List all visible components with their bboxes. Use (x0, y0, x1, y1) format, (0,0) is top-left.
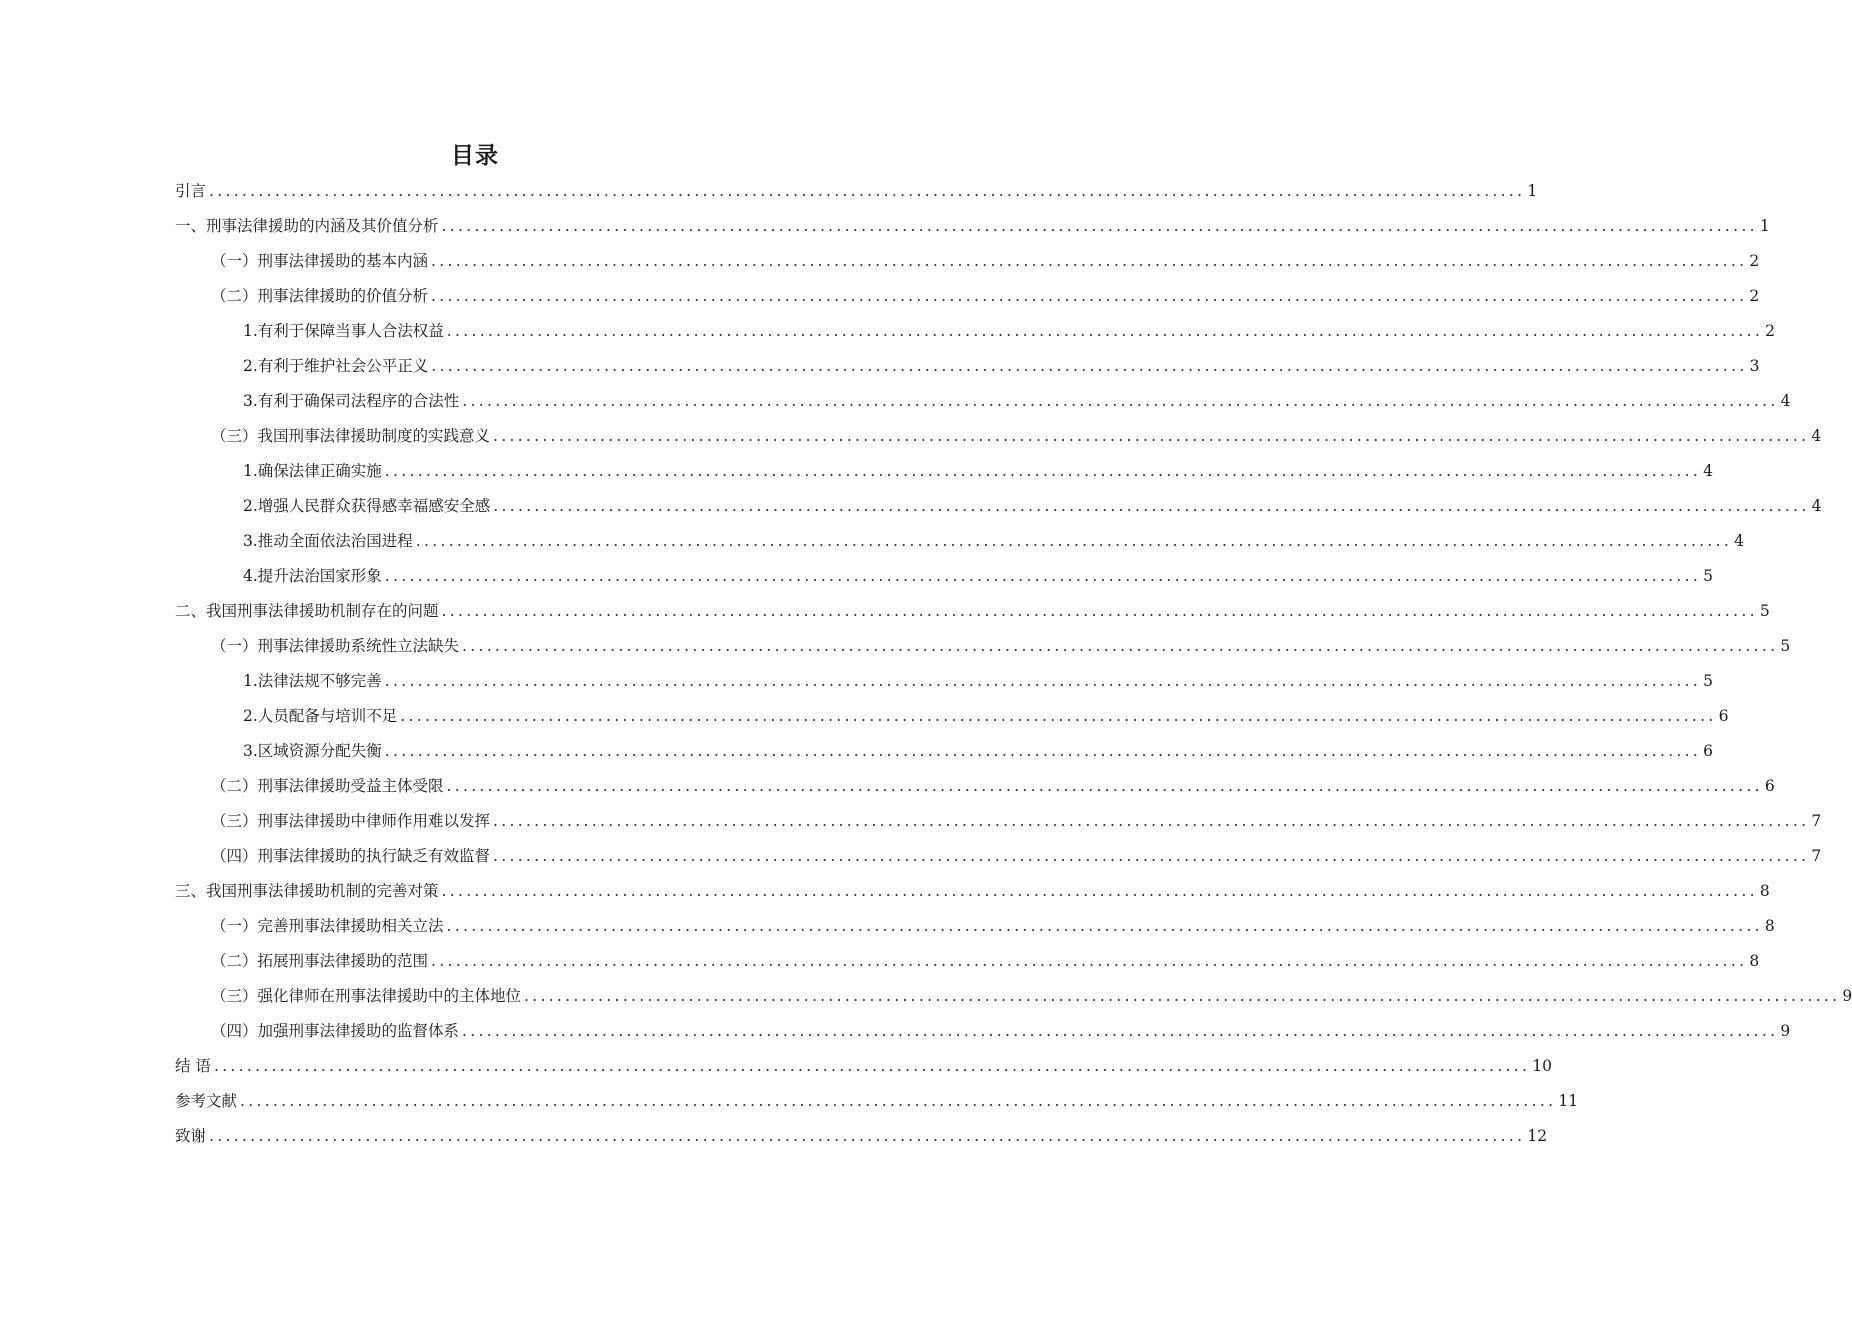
toc-page-number: 4 (1780, 392, 1791, 410)
toc-page-number: 5 (1759, 602, 1770, 620)
toc-page-number: 1 (1759, 217, 1770, 235)
toc-entry[interactable] (175, 664, 1713, 699)
toc-page-number: 4 (1734, 532, 1744, 550)
toc-page-number: 8 (1749, 952, 1760, 970)
toc-page-number: 8 (1759, 882, 1770, 900)
toc-dot-leader: ................................................................................................................................................................ (431, 952, 1748, 970)
toc-dot-leader: ................................................................................................................................................................ (209, 182, 1526, 200)
toc-entry-text: （三）刑事法律援助中律师作用难以发挥 (211, 812, 491, 830)
toc-dot-leader: ................................................................................................................................................................ (441, 217, 1758, 235)
toc-entry-text: （四）刑事法律援助的执行缺乏有效监督 (211, 847, 491, 865)
toc-dot-leader: ................................................................................................................................................................ (384, 567, 1702, 585)
toc-dot-leader: ................................................................................................................................................................ (493, 427, 1810, 445)
toc-dot-leader: ................................................................................................................................................................ (384, 742, 1702, 760)
toc-dot-leader: ................................................................................................................................................................ (493, 847, 1810, 865)
toc-dot-leader: ................................................................................................................................................................ (493, 812, 1810, 830)
toc-entry[interactable] (175, 524, 1744, 559)
toc-page-number: 5 (1780, 637, 1791, 655)
toc-entry-text: （二）刑事法律援助的价值分析 (211, 287, 429, 305)
toc-dot-leader: ................................................................................................................................................................ (462, 1022, 1779, 1040)
toc-entry-text: 结 语 (175, 1057, 211, 1075)
toc-entry[interactable] (175, 244, 1760, 279)
toc-entry[interactable] (175, 1084, 1579, 1119)
toc-dot-leader: ................................................................................................................................................................ (446, 777, 1763, 795)
toc-dot-leader: ................................................................................................................................................................ (462, 637, 1779, 655)
toc-entry-text: （三）我国刑事法律援助制度的实践意义 (211, 427, 491, 445)
toc-entry[interactable] (175, 174, 1538, 209)
toc-page-number: 4 (1703, 462, 1713, 480)
toc-entry-text: 3.区域资源分配失衡 (243, 742, 382, 760)
toc-entry[interactable] (175, 349, 1760, 384)
toc-entry[interactable] (175, 1119, 1548, 1154)
toc-page-number: 9 (1842, 987, 1852, 1005)
toc-page-number: 4 (1811, 497, 1822, 515)
toc-entry-text: （三）强化律师在刑事法律援助中的主体地位 (211, 987, 522, 1005)
toc-page-number: 11 (1558, 1092, 1579, 1110)
toc-dot-leader: ................................................................................................................................................................ (209, 1127, 1526, 1145)
toc-page-number: 7 (1811, 812, 1822, 830)
toc-dot-leader: ................................................................................................................................................................ (431, 357, 1748, 375)
toc-entry[interactable] (175, 979, 1852, 1014)
toc-dot-leader: ................................................................................................................................................................ (384, 462, 1702, 480)
toc-dot-leader: ................................................................................................................................................................ (431, 252, 1748, 270)
toc-dot-leader: ................................................................................................................................................................ (431, 287, 1748, 305)
toc-entry[interactable] (175, 804, 1822, 839)
toc-page-number: 1 (1527, 182, 1538, 200)
toc-entry-text: 3.有利于确保司法程序的合法性 (243, 392, 460, 410)
toc-page-number: 2 (1765, 322, 1775, 340)
toc-dot-leader: ................................................................................................................................................................ (446, 917, 1763, 935)
toc-entry[interactable] (175, 874, 1770, 909)
toc-dot-leader: ................................................................................................................................................................ (524, 987, 1841, 1005)
toc-entry[interactable] (175, 944, 1760, 979)
toc-page-number: 2 (1749, 287, 1760, 305)
toc-entry[interactable] (175, 209, 1770, 244)
toc-dot-leader: ................................................................................................................................................................ (213, 1057, 1531, 1075)
toc-entry-text: 参考文献 (175, 1092, 238, 1110)
toc-entry[interactable] (175, 629, 1791, 664)
toc-entry[interactable] (175, 734, 1713, 769)
toc-dot-leader: ................................................................................................................................................................ (415, 532, 1733, 550)
toc-entry-text: 三、我国刑事法律援助机制的完善对策 (175, 882, 439, 900)
toc-entry[interactable] (175, 419, 1822, 454)
toc-entry[interactable] (175, 699, 1729, 734)
toc-dot-leader: ................................................................................................................................................................ (441, 602, 1758, 620)
toc-page-number: 12 (1527, 1127, 1548, 1145)
toc-dot-leader: ................................................................................................................................................................ (441, 882, 1758, 900)
toc-entry[interactable] (175, 839, 1822, 874)
toc-entry-text: 2.人员配备与培训不足 (243, 707, 398, 725)
toc-dot-leader: ................................................................................................................................................................ (384, 672, 1702, 690)
toc-page-number: 8 (1764, 917, 1775, 935)
toc-entry[interactable] (175, 1014, 1791, 1049)
toc-entry-text: （一）刑事法律援助系统性立法缺失 (211, 637, 460, 655)
toc-page-number: 9 (1780, 1022, 1791, 1040)
toc-entry-text: 二、我国刑事法律援助机制存在的问题 (175, 602, 439, 620)
toc-dot-leader: ................................................................................................................................................................ (446, 322, 1764, 340)
toc-page-number: 7 (1811, 847, 1822, 865)
toc-entry[interactable] (175, 279, 1760, 314)
toc-dot-leader: ................................................................................................................................................................ (400, 707, 1717, 725)
toc-entry-text: （二）刑事法律援助受益主体受限 (211, 777, 444, 795)
toc-entry-text: 2.有利于维护社会公平正义 (243, 357, 429, 375)
toc-entry[interactable] (175, 559, 1713, 594)
toc-list (175, 174, 1852, 1154)
toc-entry[interactable] (175, 909, 1775, 944)
toc-page-number: 2 (1749, 252, 1760, 270)
toc-entry-text: 1.确保法律正确实施 (243, 462, 382, 480)
toc-entry-text: 4.提升法治国家形象 (243, 567, 382, 585)
toc-page-number: 6 (1703, 742, 1713, 760)
toc-page-number: 4 (1811, 427, 1822, 445)
toc-entry-text: （一）完善刑事法律援助相关立法 (211, 917, 444, 935)
toc-entry-text: 一、刑事法律援助的内涵及其价值分析 (175, 217, 439, 235)
toc-entry[interactable] (175, 769, 1775, 804)
toc-page-number: 10 (1532, 1057, 1552, 1075)
toc-entry-text: 2.增强人民群众获得感幸福感安全感 (243, 497, 491, 515)
toc-entry-text: （二）拓展刑事法律援助的范围 (211, 952, 429, 970)
toc-dot-leader: ................................................................................................................................................................ (493, 497, 1810, 515)
toc-page-number: 5 (1703, 567, 1713, 585)
toc-dot-leader: ................................................................................................................................................................ (240, 1092, 1557, 1110)
toc-entry-text: （四）加强刑事法律援助的监督体系 (211, 1022, 460, 1040)
toc-entry[interactable] (175, 489, 1822, 524)
toc-page-number: 5 (1703, 672, 1713, 690)
toc-entry[interactable] (175, 454, 1713, 489)
toc-entry-text: 1.法律法规不够完善 (243, 672, 382, 690)
toc-entry[interactable] (175, 594, 1770, 629)
toc-page-number: 6 (1764, 777, 1775, 795)
toc-entry-text: 3.推动全面依法治国进程 (243, 532, 413, 550)
toc-entry[interactable] (175, 384, 1791, 419)
toc-page-number: 3 (1749, 357, 1760, 375)
toc-entry-text: （一）刑事法律援助的基本内涵 (211, 252, 429, 270)
toc-entry-text: 引言 (175, 182, 207, 200)
toc-title: 目录 (451, 143, 499, 169)
toc-entry-text: 致谢 (175, 1127, 207, 1145)
toc-entry-text: 1.有利于保障当事人合法权益 (243, 322, 444, 340)
toc-dot-leader: ................................................................................................................................................................ (462, 392, 1779, 410)
toc-entry[interactable] (175, 314, 1775, 349)
toc-entry[interactable] (175, 1049, 1552, 1084)
toc-page-number: 6 (1718, 707, 1729, 725)
